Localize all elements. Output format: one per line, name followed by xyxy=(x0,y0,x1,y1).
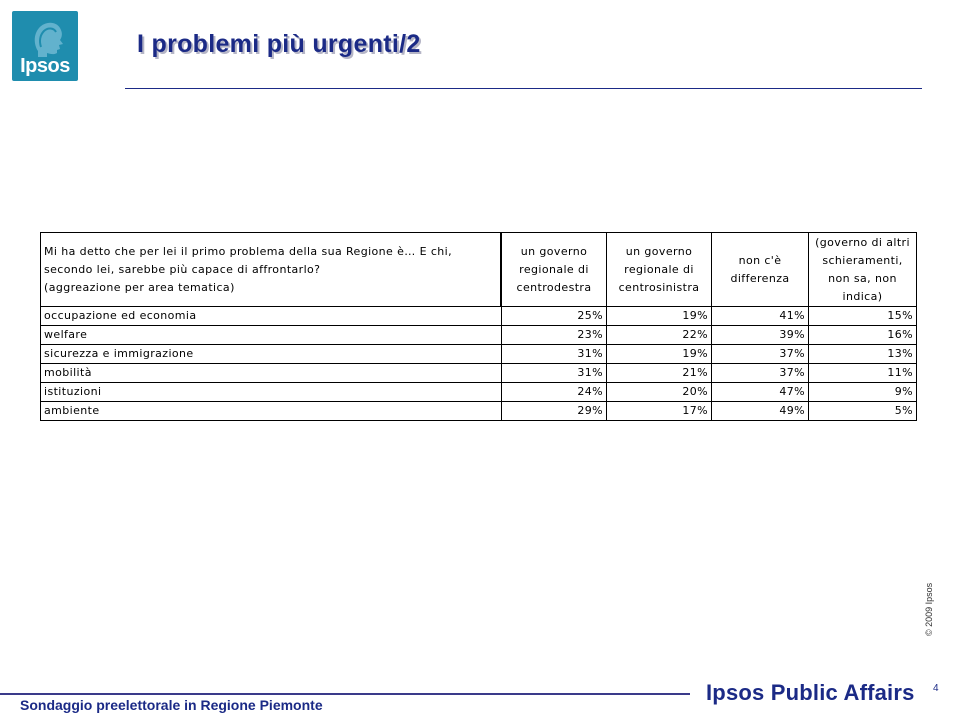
row-label: mobilità xyxy=(41,364,502,383)
cell-value: 13% xyxy=(809,345,917,364)
cell-value: 49% xyxy=(712,402,809,421)
cell-value: 37% xyxy=(712,364,809,383)
table-row xyxy=(41,364,917,383)
cell-value: 23% xyxy=(501,326,607,345)
survey-table xyxy=(40,232,917,421)
ipsos-logo xyxy=(12,11,78,81)
column-header-other: (governo di altri schieramenti, non sa, non indica) xyxy=(809,233,917,307)
cell-value: 17% xyxy=(607,402,712,421)
cell-value: 31% xyxy=(501,364,607,383)
cell-value: 20% xyxy=(607,383,712,402)
cell-value: 37% xyxy=(712,345,809,364)
question-header: Mi ha detto che per lei il primo problema della sua Regione è… E chi, secondo lei, sarebbe più capace di affrontarlo? (aggreazione per area tematica) xyxy=(41,233,502,307)
row-label: istituzioni xyxy=(41,383,502,402)
column-header-no-difference: non c'è differenza xyxy=(712,233,809,307)
survey-title: Sondaggio preelettorale in Regione Piemonte xyxy=(20,697,323,713)
page-number: 4 xyxy=(933,683,939,694)
table-row xyxy=(41,345,917,364)
cell-value: 9% xyxy=(809,383,917,402)
table-row xyxy=(41,383,917,402)
table-row xyxy=(41,402,917,421)
page-title: I problemi più urgenti/2 xyxy=(137,30,421,58)
cell-value: 39% xyxy=(712,326,809,345)
row-label: welfare xyxy=(41,326,502,345)
column-header-centrosinistra: un governo regionale di centrosinistra xyxy=(607,233,712,307)
cell-value: 31% xyxy=(501,345,607,364)
cell-value: 5% xyxy=(809,402,917,421)
cell-value: 15% xyxy=(809,307,917,326)
cell-value: 25% xyxy=(501,307,607,326)
title-divider xyxy=(125,88,922,89)
column-header-centrodestra: un governo regionale di centrodestra xyxy=(501,233,607,307)
cell-value: 29% xyxy=(501,402,607,421)
table-row xyxy=(41,326,917,345)
cell-value: 11% xyxy=(809,364,917,383)
cell-value: 21% xyxy=(607,364,712,383)
cell-value: 41% xyxy=(712,307,809,326)
copyright-notice xyxy=(924,582,960,636)
logo-text: Ipsos xyxy=(20,55,70,77)
copyright-text: © 2009 Ipsos xyxy=(924,582,934,636)
row-label: ambiente xyxy=(41,402,502,421)
cell-value: 19% xyxy=(607,307,712,326)
brand-name: Ipsos Public Affairs xyxy=(706,680,915,705)
table-row xyxy=(41,307,917,326)
footer-divider xyxy=(0,693,690,695)
cell-value: 16% xyxy=(809,326,917,345)
row-label: occupazione ed economia xyxy=(41,307,502,326)
cell-value: 19% xyxy=(607,345,712,364)
cell-value: 47% xyxy=(712,383,809,402)
cell-value: 22% xyxy=(607,326,712,345)
row-label: sicurezza e immigrazione xyxy=(41,345,502,364)
cell-value: 24% xyxy=(501,383,607,402)
table-header-row xyxy=(41,233,917,307)
